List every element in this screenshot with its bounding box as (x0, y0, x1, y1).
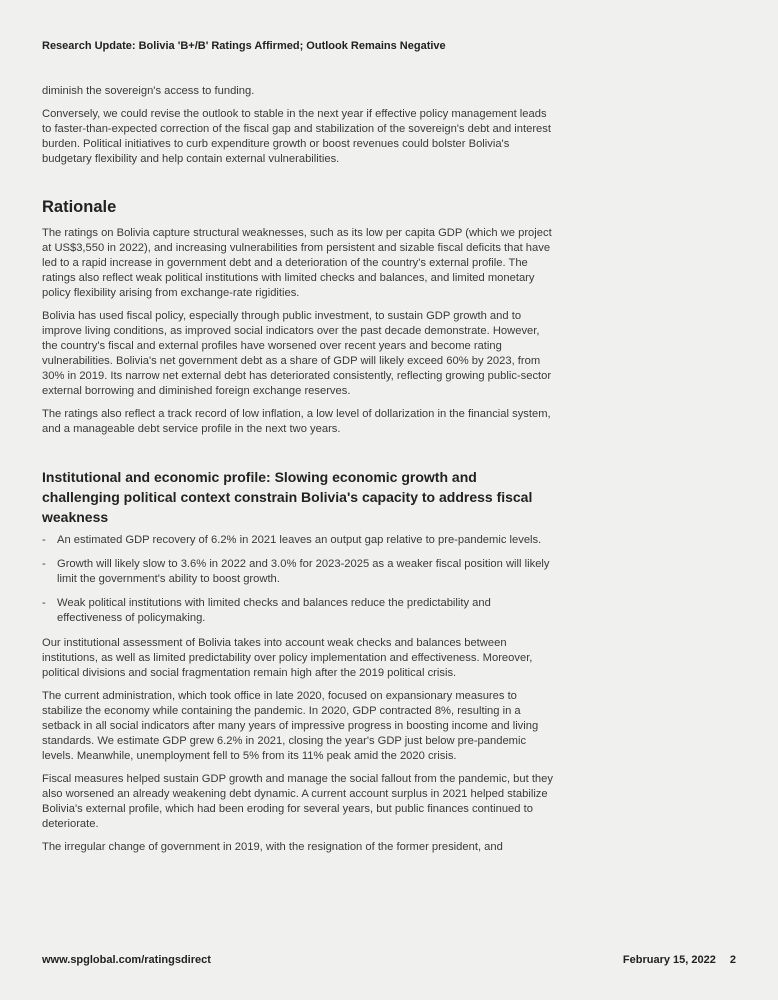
rationale-paragraph-2: Bolivia has used fiscal policy, especially through public investment, to sustain GDP growth and to improve living conditions, as improved social indicators over the past decade demonstrate. However, the country's fiscal and external profiles have worsened over recent years and become rating vulnerabilities. Bolivia's net government debt as a share of GDP will likely exceed 60% by 2023, from 30% in 2019. Its narrow net external debt has deteriorated consistently, reflecting growing public-sector external borrowing and diminished foreign exchange reserves. (42, 310, 552, 397)
institutional-paragraph-1: Our institutional assessment of Bolivia takes into account weak checks and balances between institutions, as well as limited predictability over policy implementation and effectiveness. Moreover, political divisions and social fragmentation remain high after the 2019 political crisis. (42, 637, 533, 679)
list-item (42, 557, 554, 587)
document-body (42, 84, 554, 863)
list-item-text: Growth will likely slow to 3.6% in 2022 and 3.0% for 2023-2025 as a weaker fiscal position will likely limit the government's ability to boost growth. (57, 558, 550, 585)
rationale-paragraph-1: The ratings on Bolivia capture structural weaknesses, such as its low per capita GDP (which we project at US$3,550 in 2022), and increasing vulnerabilities from persistent and sizable fiscal deficits that have led to a rapid increase in government debt and a deterioration of the country's external profile. The ratings also reflect weak political institutions with limited checks and balances, and limited monetary policy flexibility arising from exchange-rate rigidities. (42, 227, 552, 299)
footer-date: February 15, 2022 (622, 954, 716, 966)
rationale-heading: Rationale (42, 198, 117, 216)
list-item-text: Weak political institutions with limited checks and balances reduce the predictability and effectiveness of policymaking. (57, 597, 491, 624)
institutional-heading: Institutional and economic profile: Slowing economic growth and challenging political context constrain Bolivia's capacity to address fiscal weakness (42, 469, 533, 525)
key-points-list (42, 533, 554, 626)
page-number: 2 (729, 954, 736, 966)
paragraph-intro-1: diminish the sovereign's access to funding. (42, 85, 255, 97)
running-header: Research Update: Bolivia 'B+/B' Ratings Affirmed; Outlook Remains Negative (42, 40, 446, 52)
bullet-dash: - (42, 597, 46, 609)
institutional-paragraph-2: The current administration, which took office in late 2020, focused on expansionary measures to stabilize the economy while containing the pandemic. In 2020, GDP contracted 8%, resulting in a setback in all social indicators after many years of impressive progress in boosting income and living standards. We estimate GDP grew 6.2% in 2021, closing the year's GDP just below pre-pandemic levels. Meanwhile, unemployment fell to 5% from its 11% peak amid the 2020 crisis. (42, 690, 539, 762)
list-item (42, 596, 554, 626)
list-item (42, 533, 554, 548)
bullet-dash: - (42, 534, 46, 546)
institutional-paragraph-3: Fiscal measures helped sustain GDP growth and manage the social fallout from the pandemic, but they also worsened an already weakening debt dynamic. A current account surplus in 2021 helped stabilize Bolivia's external profile, which had been eroding for several years, but public finances continued to deteriorate. (42, 773, 553, 830)
list-item-text: An estimated GDP recovery of 6.2% in 2021 leaves an output gap relative to pre-pandemic levels. (57, 534, 542, 546)
footer-url-link[interactable]: www.spglobal.com/ratingsdirect (42, 954, 211, 966)
paragraph-intro-2: Conversely, we could revise the outlook to stable in the next year if effective policy management leads to faster-than-expected correction of the fiscal gap and stabilization of the sovereign's debt and interest burden. Political initiatives to curb expenditure growth or boost revenues could bolster Bolivia's budgetary flexibility and help contain external vulnerabilities. (42, 108, 551, 165)
footer-date-page (623, 954, 736, 966)
institutional-paragraph-4: The irregular change of government in 2019, with the resignation of the former president, and (42, 841, 503, 853)
rationale-paragraph-3: The ratings also reflect a track record of low inflation, a low level of dollarization in the financial system, and a manageable debt service profile in the next two years. (42, 408, 551, 435)
bullet-dash: - (42, 558, 46, 570)
